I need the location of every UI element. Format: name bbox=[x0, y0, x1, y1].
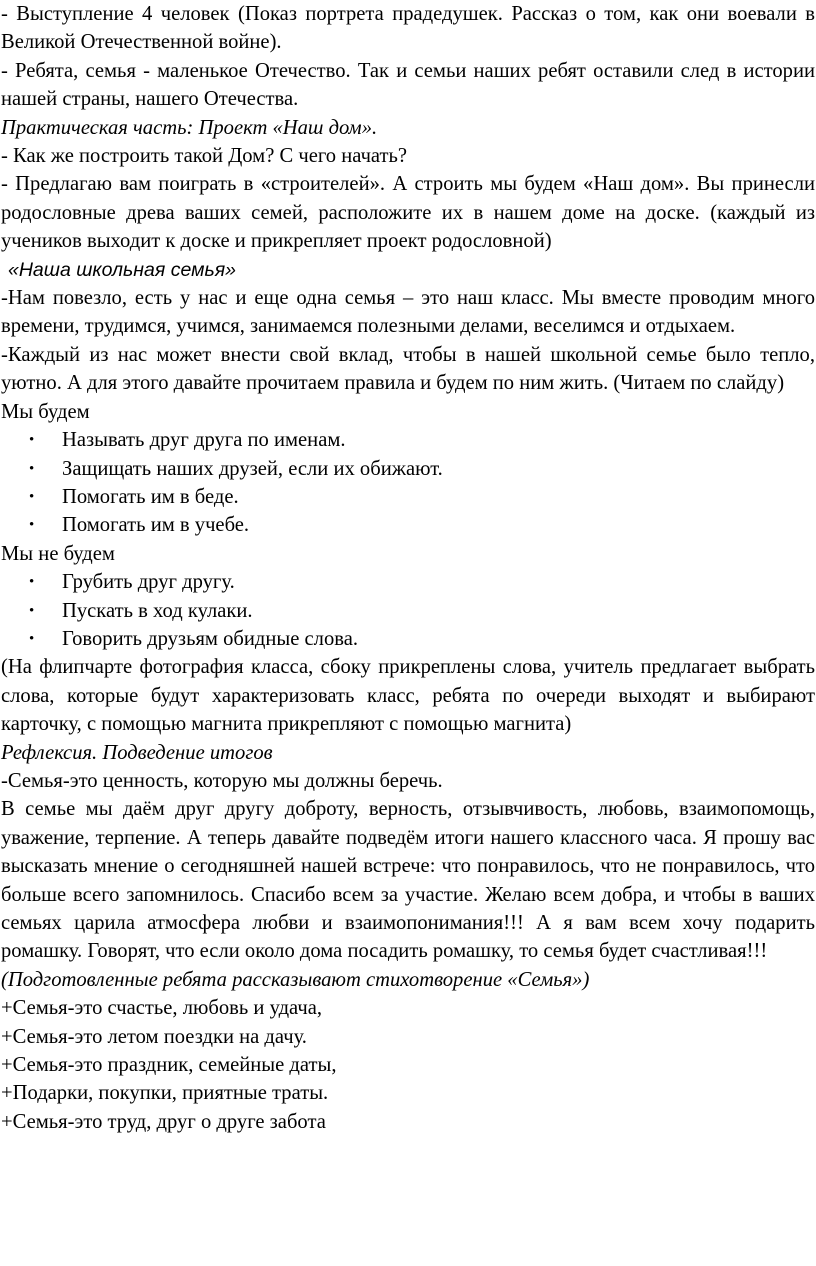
section-heading-practical: Практическая часть: Проект «Наш дом». bbox=[1, 116, 378, 139]
poem-line: +Семья-это летом поездки на дачу. bbox=[1, 1025, 307, 1048]
paragraph-speech: - Выступление 4 человек (Показ портрета прадедушек. Рассказ о том, как они воевали в Великой Отечественной войне). bbox=[1, 3, 815, 54]
paragraph-question: - Как же построить такой Дом? С чего начать? bbox=[1, 145, 408, 168]
section-heading-reflection: Рефлексия. Подведение итогов bbox=[1, 741, 273, 764]
list-item-text: Называть друг друга по именам. bbox=[62, 429, 346, 452]
poem-line: +Семья-это счастье, любовь и удача, bbox=[1, 997, 323, 1020]
list-item bbox=[1, 483, 815, 511]
list-we-will-not bbox=[1, 568, 815, 653]
list-item bbox=[1, 597, 815, 625]
label-we-will: Мы будем bbox=[1, 400, 90, 423]
bullet-icon: • bbox=[29, 574, 35, 591]
poem-line: +Семья-это труд, друг о друге забота bbox=[1, 1110, 326, 1133]
list-item bbox=[1, 625, 815, 653]
list-item bbox=[1, 426, 815, 454]
paragraph-poem-intro: (Подготовленные ребята рассказывают стихотворение «Семья») bbox=[1, 968, 590, 991]
poem-line: +Семья-это праздник, семейные даты, bbox=[1, 1054, 337, 1077]
section-heading-school-family: «Наша школьная семья» bbox=[8, 258, 236, 281]
paragraph-summary: В семье мы даём друг другу доброту, верность, отзывчивость, любовь, взаимопомощь, уважение, терпение. А теперь давайте подведём итоги нашего классного часа. Я прошу вас высказать мнение о сегодняшней нашей встрече: что понравилось, что не понравилось, что больше всего запомнилось. Спасибо всем за участие. Желаю всем добра, и чтобы в ваших семьях царила атмосфера любви и взаимопонимания!!! А я вам всем хочу подарить ромашку. Говорят, что если около дома посадить ромашку, то семья будет счастливая!!! bbox=[1, 798, 815, 963]
bullet-icon: • bbox=[29, 488, 35, 505]
bullet-icon: • bbox=[29, 460, 35, 477]
poem-line: +Подарки, покупки, приятные траты. bbox=[1, 1082, 329, 1105]
list-we-will bbox=[1, 426, 815, 540]
paragraph-builders: - Предлагаю вам поиграть в «строителей». А строить мы будем «Наш дом». Вы принесли родословные древа ваших семей, расположите их в нашем доме на доске. (каждый из учеников выходит к доске и прикрепляет проект родословной) bbox=[1, 173, 815, 253]
label-we-will-not: Мы не будем bbox=[1, 542, 115, 565]
list-item-text: Помогать им в учебе. bbox=[62, 514, 250, 537]
list-item-text: Говорить друзьям обидные слова. bbox=[62, 627, 358, 650]
bullet-icon: • bbox=[29, 517, 35, 534]
paragraph-rules-intro: -Каждый из нас может внести свой вклад, чтобы в нашей школьной семье было тепло, уютно. А для этого давайте прочитаем правила и будем по ним жить. (Читаем по слайду) bbox=[1, 343, 815, 395]
paragraph-fatherland: - Ребята, семья - маленькое Отечество. Так и семьи наших ребят оставили след в истории нашей страны, нашего Отечества. bbox=[1, 59, 815, 111]
paragraph-family-value: -Семья-это ценность, которую мы должны беречь. bbox=[1, 769, 443, 792]
list-item-text: Помогать им в беде. bbox=[62, 485, 239, 508]
list-item bbox=[1, 568, 815, 596]
list-item-text: Пускать в ход кулаки. bbox=[62, 599, 253, 622]
list-item bbox=[1, 455, 815, 483]
paragraph-flipchart: (На флипчарте фотография класса, сбоку прикреплены слова, учитель предлагает выбрать слова, которые будут характеризовать класс, ребята по очереди выходят и выбирают карточку, с помощью магнита прикрепляют с помощью магнита) bbox=[1, 656, 815, 736]
list-item bbox=[1, 511, 815, 539]
bullet-icon: • bbox=[29, 630, 35, 647]
list-item-text: Грубить друг другу. bbox=[62, 571, 235, 594]
bullet-icon: • bbox=[29, 432, 35, 449]
list-item-text: Защищать наших друзей, если их обижают. bbox=[62, 457, 443, 480]
bullet-icon: • bbox=[29, 602, 35, 619]
paragraph-class-family: -Нам повезло, есть у нас и еще одна семья – это наш класс. Мы вместе проводим много времени, трудимся, учимся, занимаемся полезными делами, веселимся и отдыхаем. bbox=[1, 287, 815, 338]
